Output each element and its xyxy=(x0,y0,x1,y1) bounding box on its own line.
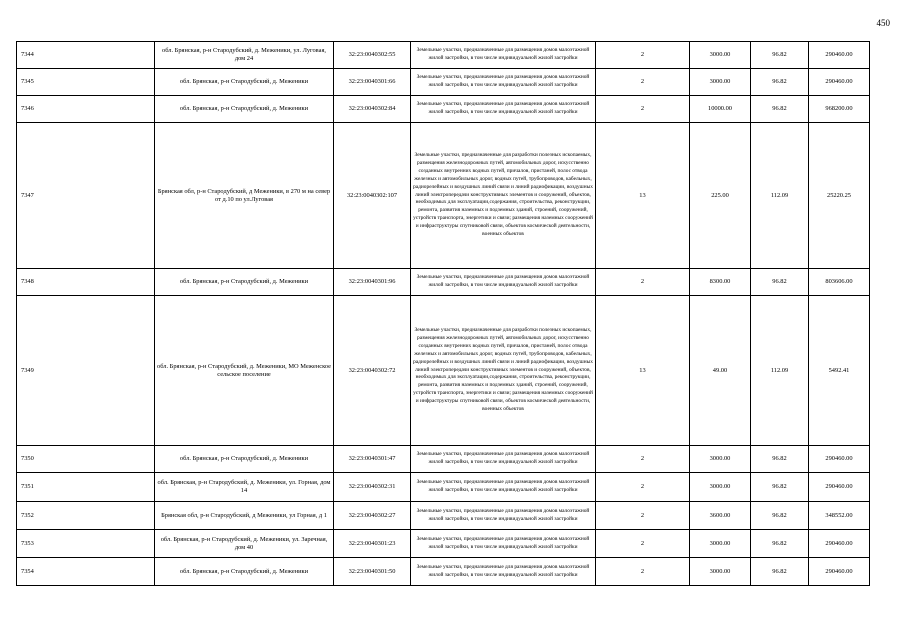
row-number: 7354 xyxy=(17,558,155,586)
row-cadastral-value: 5492.41 xyxy=(809,296,870,446)
row-land-purpose: Земельные участки, предназначенные для размещения домов малоэтажной жилой застройки, в том числе индивидуальной жилой застройки xyxy=(411,530,596,558)
row-specific-value: 96.82 xyxy=(751,269,809,296)
row-area: 3000.00 xyxy=(690,446,751,473)
row-land-purpose: Земельные участки, предназначенные для размещения домов малоэтажной жилой застройки, в том числе индивидуальной жилой застройки xyxy=(411,558,596,586)
row-group-code: 13 xyxy=(596,296,690,446)
row-land-purpose: Земельные участки, предназначенные для размещения домов малоэтажной жилой застройки, в том числе индивидуальной жилой застройки xyxy=(411,96,596,123)
row-land-purpose: Земельные участки, предназначенные для размещения домов малоэтажной жилой застройки, в том числе индивидуальной жилой застройки xyxy=(411,269,596,296)
row-group-code: 2 xyxy=(596,269,690,296)
row-cadastral-value: 290460.00 xyxy=(809,558,870,586)
row-land-purpose: Земельные участки, предназначенные для размещения домов малоэтажной жилой застройки, в том числе индивидуальной жилой застройки xyxy=(411,42,596,69)
row-specific-value: 112.09 xyxy=(751,123,809,269)
row-number: 7348 xyxy=(17,269,155,296)
row-specific-value: 96.82 xyxy=(751,530,809,558)
row-area: 3000.00 xyxy=(690,473,751,502)
row-address: обл. Брянская, р-н Стародубский, д. Меженики, ул. Заречная, дом 40 xyxy=(155,530,334,558)
row-area: 3000.00 xyxy=(690,558,751,586)
row-address: обл. Брянская, р-н Стародубский, д. Меженики, ул. Горная, дом 14 xyxy=(155,473,334,502)
row-cadastral-number: 32:23:0040301:96 xyxy=(334,269,411,296)
table-row xyxy=(17,123,870,269)
row-group-code: 2 xyxy=(596,530,690,558)
row-cadastral-value: 290460.00 xyxy=(809,446,870,473)
row-area: 10000.00 xyxy=(690,96,751,123)
row-specific-value: 112.09 xyxy=(751,296,809,446)
row-specific-value: 96.82 xyxy=(751,69,809,96)
table-row xyxy=(17,96,870,123)
row-land-purpose: Земельные участки, предназначенные для размещения домов малоэтажной жилой застройки, в том числе индивидуальной жилой застройки xyxy=(411,502,596,530)
row-number: 7351 xyxy=(17,473,155,502)
table-row xyxy=(17,530,870,558)
row-cadastral-number: 32:23:0040302:72 xyxy=(334,296,411,446)
row-cadastral-value: 968200.00 xyxy=(809,96,870,123)
row-specific-value: 96.82 xyxy=(751,558,809,586)
row-cadastral-value: 290460.00 xyxy=(809,69,870,96)
row-cadastral-number: 32:23:0040302:27 xyxy=(334,502,411,530)
row-group-code: 13 xyxy=(596,123,690,269)
row-land-purpose: Земельные участки, предназначенные для разработки полезных ископаемых, размещения железнодорожных путей, автомобильных дорог, искусственно созданных внутренних водных путей, причалов, пристаней, полос отвода железных и автомобильных дорог, водных путей, трубопроводов, кабельных, радиорелейных и воздушных линий связи и линий радиофикации, воздушных линий электропередачи конструктивных элементов и сооружений, объектов, необходимых для эксплуатации,содержания, строительства, реконструкции, ремонта, развития наземных и подземных зданий, строений, сооружений, устройств транспорта, энергетики и связи; размещения наземных сооружений и инфраструктуры спутниковой связи, объектов космической деятельности, военных объектов xyxy=(411,123,596,269)
row-group-code: 2 xyxy=(596,558,690,586)
row-address: обл. Брянская, р-н Стародубский, д. Меженики xyxy=(155,446,334,473)
row-group-code: 2 xyxy=(596,446,690,473)
row-address: обл. Брянская, р-н Стародубский, д. Меженики xyxy=(155,69,334,96)
row-number: 7352 xyxy=(17,502,155,530)
row-group-code: 2 xyxy=(596,473,690,502)
row-address: обл. Брянская, р-н Стародубский, д. Меженики xyxy=(155,558,334,586)
row-cadastral-number: 32:23:0040301:47 xyxy=(334,446,411,473)
row-area: 225.00 xyxy=(690,123,751,269)
row-land-purpose: Земельные участки, предназначенные для разработки полезных ископаемых, размещения железнодорожных путей, автомобильных дорог, искусственно созданных внутренних водных путей, причалов, пристаней, полос отвода железных и автомобильных дорог, водных путей, трубопроводов, кабельных, радиорелейных и воздушных линий связи и линий радиофикации, воздушных линий электропередачи конструктивных элементов и сооружений, объектов, необходимых для эксплуатации,содержания, строительства, реконструкции, ремонта, развития наземных и подземных зданий, строений, сооружений, устройств транспорта, энергетики и связи; размещения наземных сооружений и инфраструктуры спутниковой связи, объектов космической деятельности, военных объектов xyxy=(411,296,596,446)
row-cadastral-value: 25220.25 xyxy=(809,123,870,269)
row-cadastral-number: 32:23:0040301:23 xyxy=(334,530,411,558)
table-row xyxy=(17,296,870,446)
row-number: 7344 xyxy=(17,42,155,69)
row-address: обл. Брянская, р-н Стародубский, д. Меженики xyxy=(155,96,334,123)
row-group-code: 2 xyxy=(596,69,690,96)
table-row xyxy=(17,502,870,530)
table-row xyxy=(17,269,870,296)
cadastral-value-table xyxy=(16,41,870,586)
row-address: обл. Брянская, р-н Стародубский, д. Меженики, ул. Луговая, дом 24 xyxy=(155,42,334,69)
row-cadastral-value: 290460.00 xyxy=(809,530,870,558)
row-area: 8300.00 xyxy=(690,269,751,296)
row-area: 3000.00 xyxy=(690,42,751,69)
table-row xyxy=(17,446,870,473)
table-row xyxy=(17,69,870,96)
row-cadastral-number: 32:23:0040302:55 xyxy=(334,42,411,69)
row-address: обл. Брянская, р-н Стародубский, д. Меженики xyxy=(155,269,334,296)
page-number: 450 xyxy=(876,18,890,28)
row-address: Брянская обл, р-н Стародубский, д Меженики, ул Горная, д 1 xyxy=(155,502,334,530)
row-specific-value: 96.82 xyxy=(751,42,809,69)
row-land-purpose: Земельные участки, предназначенные для размещения домов малоэтажной жилой застройки, в том числе индивидуальной жилой застройки xyxy=(411,69,596,96)
row-area: 3600.00 xyxy=(690,502,751,530)
row-number: 7353 xyxy=(17,530,155,558)
row-address: обл. Брянская, р-н Стародубский, д. Меженики, МО Меженское сельское поселение xyxy=(155,296,334,446)
row-number: 7349 xyxy=(17,296,155,446)
row-cadastral-number: 32:23:0040301:66 xyxy=(334,69,411,96)
row-group-code: 2 xyxy=(596,42,690,69)
row-cadastral-value: 290460.00 xyxy=(809,473,870,502)
row-cadastral-number: 32:23:0040302:84 xyxy=(334,96,411,123)
row-cadastral-value: 803606.00 xyxy=(809,269,870,296)
row-specific-value: 96.82 xyxy=(751,446,809,473)
row-land-purpose: Земельные участки, предназначенные для размещения домов малоэтажной жилой застройки, в том числе индивидуальной жилой застройки xyxy=(411,446,596,473)
row-area: 3000.00 xyxy=(690,530,751,558)
row-cadastral-value: 348552.00 xyxy=(809,502,870,530)
row-number: 7345 xyxy=(17,69,155,96)
table-row xyxy=(17,42,870,69)
row-cadastral-number: 32:23:0040302:31 xyxy=(334,473,411,502)
row-group-code: 2 xyxy=(596,96,690,123)
row-area: 3000.00 xyxy=(690,69,751,96)
row-land-purpose: Земельные участки, предназначенные для размещения домов малоэтажной жилой застройки, в том числе индивидуальной жилой застройки xyxy=(411,473,596,502)
row-specific-value: 96.82 xyxy=(751,96,809,123)
row-number: 7346 xyxy=(17,96,155,123)
row-number: 7350 xyxy=(17,446,155,473)
row-cadastral-number: 32:23:0040301:50 xyxy=(334,558,411,586)
row-group-code: 2 xyxy=(596,502,690,530)
row-area: 49.00 xyxy=(690,296,751,446)
table-row xyxy=(17,558,870,586)
row-cadastral-number: 32:23:0040302:107 xyxy=(334,123,411,269)
row-specific-value: 96.82 xyxy=(751,502,809,530)
row-number: 7347 xyxy=(17,123,155,269)
table-row xyxy=(17,473,870,502)
row-specific-value: 96.82 xyxy=(751,473,809,502)
row-cadastral-value: 290460.00 xyxy=(809,42,870,69)
row-address: Брянская обл, р-н Стародубский, д Меженики, в 270 м на север от д.10 по ул.Луговая xyxy=(155,123,334,269)
